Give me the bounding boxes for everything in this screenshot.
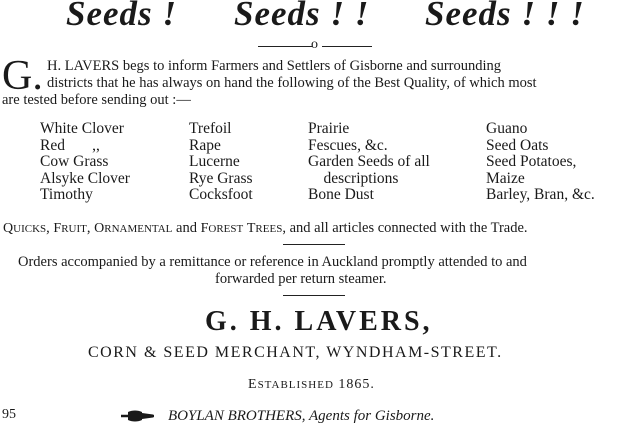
list-item: Prairie [308, 120, 350, 137]
list-item: Bone Dust [308, 186, 374, 203]
intro-line-2: districts that he has always on hand the following of the Best Quality, of which most [47, 75, 537, 91]
pointing-hand-icon [120, 408, 156, 424]
list-item: White Clover [40, 120, 124, 137]
list-item: Seed Potatoes, [486, 153, 577, 170]
merchant-name: G. H. LAVERS, [205, 306, 433, 337]
headline-1: Seeds ! [66, 0, 178, 33]
list-item: Cow Grass [40, 153, 109, 170]
seed-column-3 [308, 121, 430, 204]
drop-cap: G. [2, 53, 43, 99]
headline-3: Seeds ! ! ! [425, 0, 585, 33]
agents-line: BOYLAN BROTHERS, Agents for Gisborne. [168, 408, 435, 424]
intro-line-1: H. LAVERS begs to inform Farmers and Settlers of Gisborne and surrounding [47, 58, 502, 74]
trees-line: QUICKS, FRUIT, ORNAMENTAL and FOREST TREES, and all articles connected with the Trade. [3, 220, 528, 236]
list-item: descriptions [308, 169, 399, 187]
list-item: Rye Grass [189, 169, 253, 187]
list-item: Red ,, [40, 136, 100, 154]
intro-line-3: are tested before sending out :— [2, 92, 191, 108]
seed-column-2 [189, 121, 253, 204]
list-item: Garden Seeds of all [308, 153, 430, 170]
reference-number: 95 [2, 407, 16, 422]
divider-rule-1 [283, 244, 345, 245]
list-item: Seed Oats [486, 136, 549, 154]
orders-line-2: forwarded per return steamer. [215, 271, 387, 287]
list-item: Fescues, &c. [308, 136, 388, 154]
divider-rule-2 [283, 295, 345, 296]
seed-column-4 [486, 121, 595, 204]
list-item: Barley, Bran, &c. [486, 186, 595, 203]
merchant-address: CORN & SEED MERCHANT, WYNDHAM-STREET. [88, 344, 503, 361]
list-item: Alsyke Clover [40, 169, 130, 187]
seed-column-1 [40, 121, 130, 204]
list-item: Rape [189, 136, 221, 154]
list-item: Guano [486, 120, 528, 137]
ornament-rule-right [322, 46, 372, 47]
list-item: Maize [486, 169, 525, 187]
list-item: Timothy [40, 186, 93, 203]
list-item: Trefoil [189, 120, 232, 137]
list-item: Lucerne [189, 153, 240, 170]
list-item: Cocksfoot [189, 186, 253, 203]
ornament-rule-left [258, 46, 312, 47]
orders-line-1: Orders accompanied by a remittance or reference in Auckland promptly attended to and [18, 254, 527, 270]
ornament-circle: o [311, 37, 318, 52]
established-line: ESTABLISHED 1865. [248, 377, 375, 392]
headline-2: Seeds ! ! [234, 0, 370, 33]
